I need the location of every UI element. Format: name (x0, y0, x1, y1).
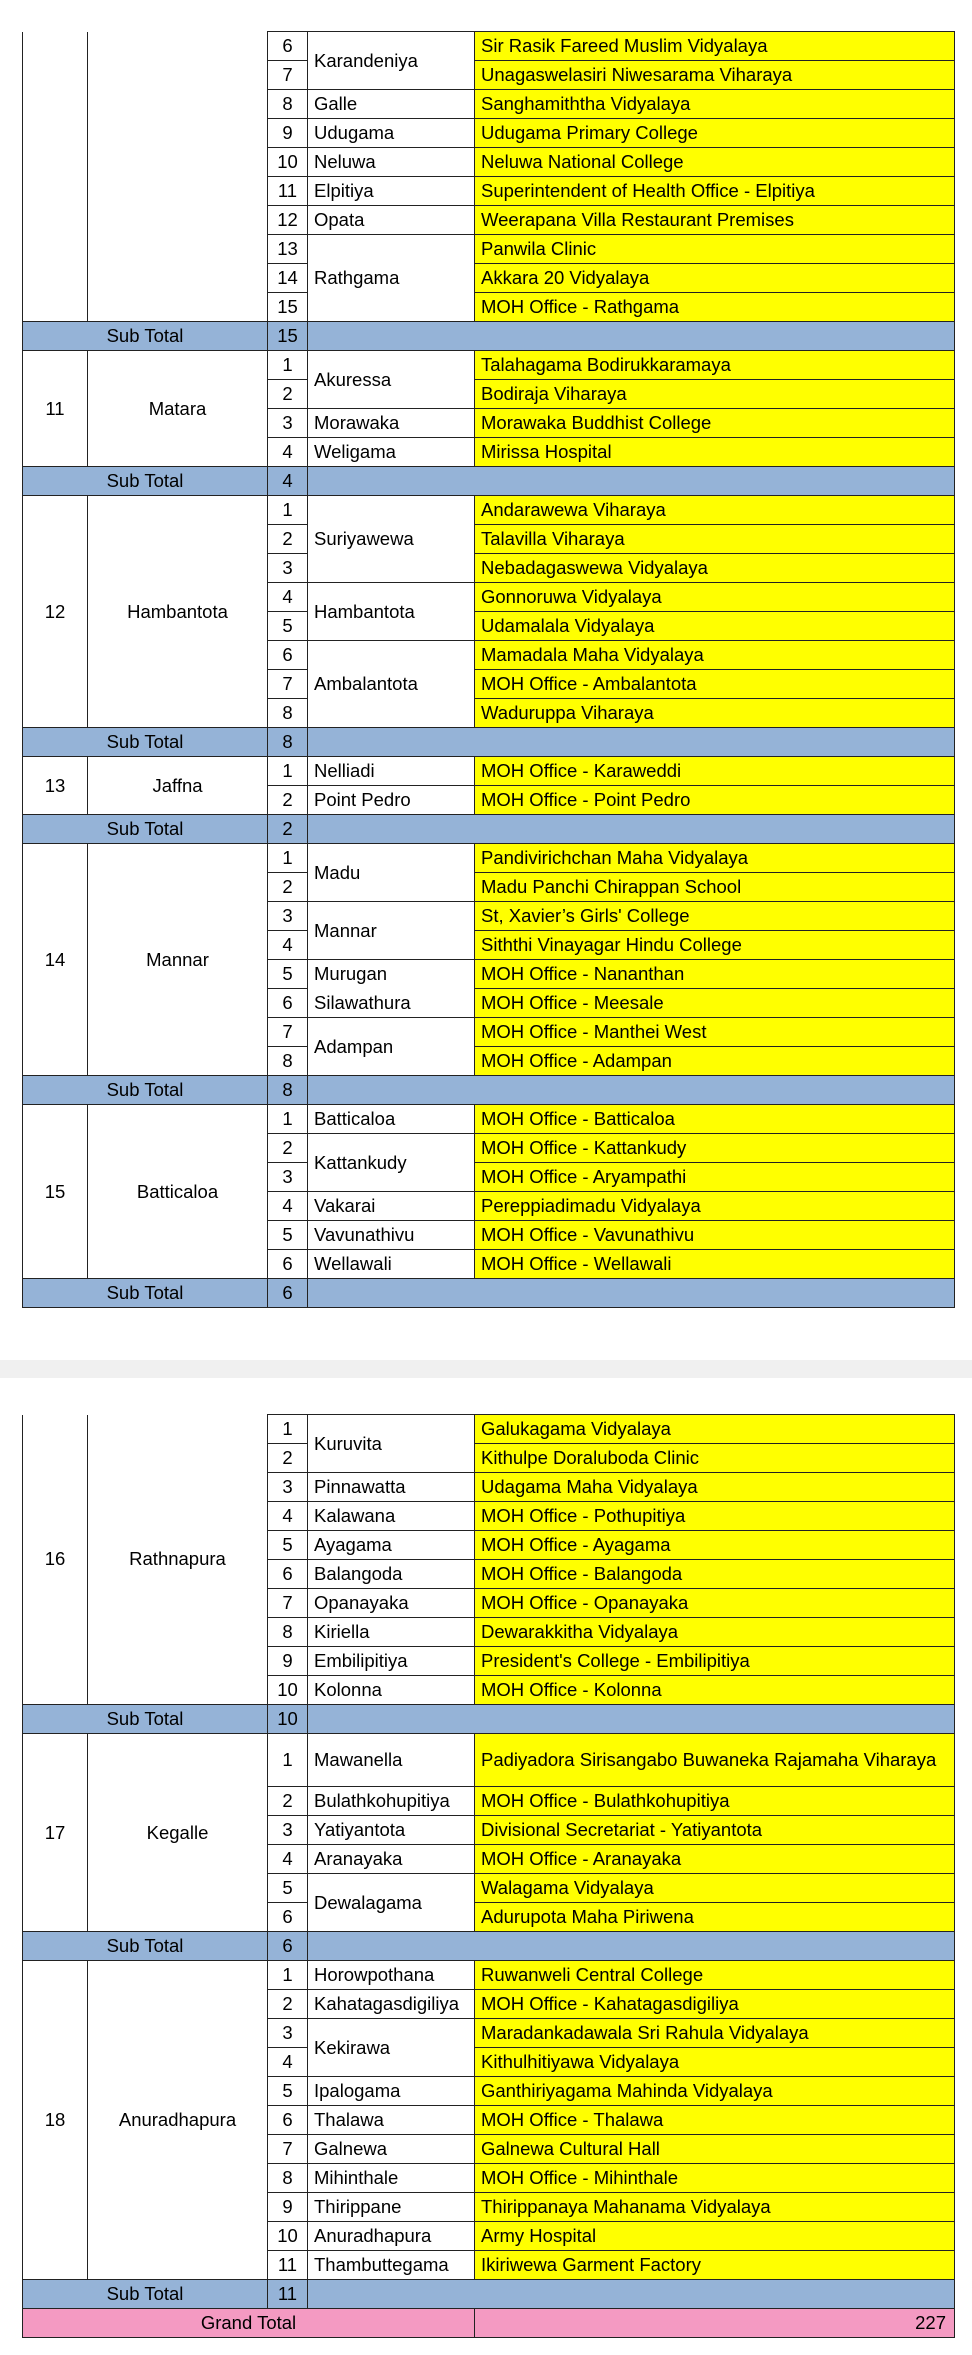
location-name: Talavilla Viharaya (475, 525, 955, 554)
location-name: MOH Office - Opanayaka (475, 1589, 955, 1618)
division-name: Mawanella (308, 1734, 475, 1787)
serial-number: 8 (268, 90, 308, 119)
serial-number: 13 (268, 235, 308, 264)
division-name: Thambuttegama (308, 2251, 475, 2280)
table-row (23, 844, 955, 873)
serial-number: 2 (268, 525, 308, 554)
division-name: Vavunathivu (308, 1221, 475, 1250)
division-name: Suriyawewa (308, 496, 475, 583)
serial-number: 8 (268, 2164, 308, 2193)
location-name: MOH Office - Ayagama (475, 1531, 955, 1560)
division-name: Kiriella (308, 1618, 475, 1647)
serial-number: 2 (268, 873, 308, 902)
location-name: MOH Office - Wellawali (475, 1250, 955, 1279)
subtotal-value: 10 (268, 1705, 308, 1734)
location-name: MOH Office - Ambalantota (475, 670, 955, 699)
location-name: Pandivirichchan Maha Vidyalaya (475, 844, 955, 873)
grand-total-label: Grand Total (23, 2309, 475, 2338)
serial-number: 7 (268, 2135, 308, 2164)
location-name: MOH Office - Bulathkohupitiya (475, 1787, 955, 1816)
serial-number: 2 (268, 1444, 308, 1473)
subtotal-row (23, 322, 955, 351)
division-name: Aranayaka (308, 1845, 475, 1874)
location-name: MOH Office - Mihinthale (475, 2164, 955, 2193)
serial-number: 5 (268, 1874, 308, 1903)
subtotal-label: Sub Total (23, 815, 268, 844)
division-name: Opanayaka (308, 1589, 475, 1618)
serial-number: 12 (268, 206, 308, 235)
location-name: Galukagama Vidyalaya (475, 1415, 955, 1444)
serial-number: 7 (268, 1589, 308, 1618)
district-name: Jaffna (88, 757, 268, 815)
serial-number: 7 (268, 670, 308, 699)
location-name: Udamalala Vidyalaya (475, 612, 955, 641)
location-name: Udugama Primary College (475, 119, 955, 148)
table-row (23, 1415, 955, 1444)
subtotal-value: 2 (268, 815, 308, 844)
subtotal-value: 15 (268, 322, 308, 351)
serial-number: 9 (268, 119, 308, 148)
serial-number: 6 (268, 1250, 308, 1279)
serial-number: 7 (268, 61, 308, 90)
serial-number: 2 (268, 1990, 308, 2019)
district-number: 14 (23, 844, 88, 1076)
serial-number: 5 (268, 612, 308, 641)
district-name: Kegalle (88, 1734, 268, 1932)
serial-number: 3 (268, 902, 308, 931)
subtotal-value: 8 (268, 728, 308, 757)
serial-number: 6 (268, 32, 308, 61)
serial-number: 9 (268, 1647, 308, 1676)
serial-number: 9 (268, 2193, 308, 2222)
serial-number: 1 (268, 496, 308, 525)
subtotal-value: 6 (268, 1932, 308, 1961)
location-name: Thirippanaya Mahanama Vidyalaya (475, 2193, 955, 2222)
serial-number: 1 (268, 844, 308, 873)
district-number-cell (23, 32, 88, 322)
serial-number: 4 (268, 1192, 308, 1221)
division-name: Nelliadi (308, 757, 475, 786)
table-row (23, 32, 955, 61)
serial-number: 8 (268, 699, 308, 728)
division-name: Mihinthale (308, 2164, 475, 2193)
subtotal-label: Sub Total (23, 2280, 268, 2309)
location-name: Kithulhitiyawa Vidyalaya (475, 2048, 955, 2077)
location-name: MOH Office - Karaweddi (475, 757, 955, 786)
division-name: Pinnawatta (308, 1473, 475, 1502)
division-name: Anuradhapura (308, 2222, 475, 2251)
location-name: Kithulpe Doraluboda Clinic (475, 1444, 955, 1473)
grand-total-row (23, 2309, 955, 2338)
subtotal-row (23, 728, 955, 757)
serial-number: 5 (268, 1531, 308, 1560)
division-name: Weligama (308, 438, 475, 467)
location-name: Waduruppa Viharaya (475, 699, 955, 728)
serial-number: 2 (268, 380, 308, 409)
serial-number: 3 (268, 1816, 308, 1845)
division-name: Ipalogama (308, 2077, 475, 2106)
subtotal-label: Sub Total (23, 467, 268, 496)
district-number: 11 (23, 351, 88, 467)
serial-number: 10 (268, 2222, 308, 2251)
location-name: Talahagama Bodirukkaramaya (475, 351, 955, 380)
subtotal-label: Sub Total (23, 322, 268, 351)
location-name: Army Hospital (475, 2222, 955, 2251)
serial-number: 5 (268, 1221, 308, 1250)
location-name: Neluwa National College (475, 148, 955, 177)
location-name: Galnewa Cultural Hall (475, 2135, 955, 2164)
district-number: 16 (23, 1415, 88, 1705)
serial-number: 2 (268, 786, 308, 815)
district-name: Anuradhapura (88, 1961, 268, 2280)
division-name: Elpitiya (308, 177, 475, 206)
subtotal-row (23, 467, 955, 496)
location-name: Divisional Secretariat - Yatiyantota (475, 1816, 955, 1845)
location-name: MOH Office - Meesale (475, 989, 955, 1018)
location-name: Sir Rasik Fareed Muslim Vidyalaya (475, 32, 955, 61)
subtotal-label: Sub Total (23, 1076, 268, 1105)
location-name: Sanghamiththa Vidyalaya (475, 90, 955, 119)
district-number: 13 (23, 757, 88, 815)
table-row (23, 1734, 955, 1787)
district-number: 17 (23, 1734, 88, 1932)
location-name: Siththi Vinayagar Hindu College (475, 931, 955, 960)
division-name: Murugan (308, 960, 475, 989)
location-name: President's College - Embilipitiya (475, 1647, 955, 1676)
location-name: Madu Panchi Chirappan School (475, 873, 955, 902)
district-name: Hambantota (88, 496, 268, 728)
division-name: Kahatagasdigiliya (308, 1990, 475, 2019)
serial-number: 8 (268, 1047, 308, 1076)
serial-number: 3 (268, 409, 308, 438)
division-name: Dewalagama (308, 1874, 475, 1932)
division-name: Morawaka (308, 409, 475, 438)
serial-number: 1 (268, 757, 308, 786)
location-name: Mamadala Maha Vidyalaya (475, 641, 955, 670)
vaccination-centres-table-page-1 (22, 31, 955, 1308)
location-name: Bodiraja Viharaya (475, 380, 955, 409)
subtotal-value: 4 (268, 467, 308, 496)
serial-number: 1 (268, 351, 308, 380)
serial-number: 14 (268, 264, 308, 293)
division-name: Silawathura (308, 989, 475, 1018)
serial-number: 8 (268, 1618, 308, 1647)
serial-number: 15 (268, 293, 308, 322)
serial-number: 5 (268, 2077, 308, 2106)
serial-number: 6 (268, 989, 308, 1018)
location-name: Gonnoruwa Vidyalaya (475, 583, 955, 612)
division-name: Point Pedro (308, 786, 475, 815)
subtotal-value: 11 (268, 2280, 308, 2309)
location-name: Padiyadora Sirisangabo Buwaneka Rajamaha Viharaya (475, 1734, 955, 1787)
vaccination-centres-table-page-2 (22, 1414, 955, 2338)
location-name: Mirissa Hospital (475, 438, 955, 467)
location-name: Udagama Maha Vidyalaya (475, 1473, 955, 1502)
serial-number: 6 (268, 1560, 308, 1589)
location-name: St, Xavier’s Girls' College (475, 902, 955, 931)
table-row (23, 496, 955, 525)
location-name: Panwila Clinic (475, 235, 955, 264)
grand-total-value: 227 (475, 2309, 955, 2338)
location-name: Nebadagaswewa Vidyalaya (475, 554, 955, 583)
table-row (23, 1105, 955, 1134)
page-break (0, 1360, 972, 1378)
subtotal-label: Sub Total (23, 1279, 268, 1308)
division-name: Kalawana (308, 1502, 475, 1531)
division-name: Udugama (308, 119, 475, 148)
serial-number: 4 (268, 1502, 308, 1531)
division-name: Embilipitiya (308, 1647, 475, 1676)
subtotal-row (23, 815, 955, 844)
serial-number: 6 (268, 1903, 308, 1932)
location-name: Akkara 20 Vidyalaya (475, 264, 955, 293)
district-number: 18 (23, 1961, 88, 2280)
division-name: Balangoda (308, 1560, 475, 1589)
serial-number: 10 (268, 1676, 308, 1705)
subtotal-value: 6 (268, 1279, 308, 1308)
division-name: Kuruvita (308, 1415, 475, 1473)
location-name: MOH Office - Adampan (475, 1047, 955, 1076)
serial-number: 6 (268, 641, 308, 670)
serial-number: 3 (268, 554, 308, 583)
division-name: Thirippane (308, 2193, 475, 2222)
division-name: Madu (308, 844, 475, 902)
location-name: MOH Office - Nananthan (475, 960, 955, 989)
division-name: Ambalantota (308, 641, 475, 728)
district-number: 15 (23, 1105, 88, 1279)
serial-number: 2 (268, 1787, 308, 1816)
serial-number: 3 (268, 1473, 308, 1502)
division-name: Opata (308, 206, 475, 235)
serial-number: 1 (268, 1105, 308, 1134)
subtotal-row (23, 1932, 955, 1961)
serial-number: 4 (268, 438, 308, 467)
serial-number: 3 (268, 2019, 308, 2048)
district-number: 12 (23, 496, 88, 728)
location-name: Maradankadawala Sri Rahula Vidyalaya (475, 2019, 955, 2048)
location-name: Unagaswelasiri Niwesarama Viharaya (475, 61, 955, 90)
serial-number: 1 (268, 1961, 308, 1990)
serial-number: 6 (268, 2106, 308, 2135)
subtotal-row (23, 1705, 955, 1734)
division-name: Galle (308, 90, 475, 119)
serial-number: 4 (268, 583, 308, 612)
division-name: Galnewa (308, 2135, 475, 2164)
serial-number: 11 (268, 2251, 308, 2280)
district-name: Batticaloa (88, 1105, 268, 1279)
location-name: Dewarakkitha Vidyalaya (475, 1618, 955, 1647)
location-name: MOH Office - Rathgama (475, 293, 955, 322)
serial-number: 1 (268, 1415, 308, 1444)
location-name: Morawaka Buddhist College (475, 409, 955, 438)
subtotal-label: Sub Total (23, 1932, 268, 1961)
division-name: Neluwa (308, 148, 475, 177)
location-name: MOH Office - Kahatagasdigiliya (475, 1990, 955, 2019)
serial-number: 7 (268, 1018, 308, 1047)
location-name: Ikiriwewa Garment Factory (475, 2251, 955, 2280)
division-name: Kattankudy (308, 1134, 475, 1192)
division-name: Thalawa (308, 2106, 475, 2135)
division-name: Yatiyantota (308, 1816, 475, 1845)
location-name: Weerapana Villa Restaurant Premises (475, 206, 955, 235)
serial-number: 4 (268, 1845, 308, 1874)
serial-number: 11 (268, 177, 308, 206)
location-name: MOH Office - Thalawa (475, 2106, 955, 2135)
division-name: Batticaloa (308, 1105, 475, 1134)
location-name: Andarawewa Viharaya (475, 496, 955, 525)
subtotal-row (23, 1076, 955, 1105)
location-name: Pereppiadimadu Vidyalaya (475, 1192, 955, 1221)
district-name: Rathnapura (88, 1415, 268, 1705)
location-name: MOH Office - Balangoda (475, 1560, 955, 1589)
subtotal-value: 8 (268, 1076, 308, 1105)
location-name: Adurupota Maha Piriwena (475, 1903, 955, 1932)
serial-number: 5 (268, 960, 308, 989)
subtotal-row (23, 1279, 955, 1308)
table-row (23, 1961, 955, 1990)
division-name: Mannar (308, 902, 475, 960)
subtotal-label: Sub Total (23, 1705, 268, 1734)
division-name: Horowpothana (308, 1961, 475, 1990)
location-name: MOH Office - Pothupitiya (475, 1502, 955, 1531)
division-name: Kolonna (308, 1676, 475, 1705)
serial-number: 4 (268, 2048, 308, 2077)
division-name: Vakarai (308, 1192, 475, 1221)
division-name: Karandeniya (308, 32, 475, 90)
location-name: MOH Office - Kolonna (475, 1676, 955, 1705)
division-name: Rathgama (308, 235, 475, 322)
location-name: MOH Office - Aryampathi (475, 1163, 955, 1192)
subtotal-row (23, 2280, 955, 2309)
district-name-cell (88, 32, 268, 322)
district-name: Matara (88, 351, 268, 467)
serial-number: 1 (268, 1734, 308, 1787)
table-row (23, 351, 955, 380)
location-name: MOH Office - Aranayaka (475, 1845, 955, 1874)
division-name: Kekirawa (308, 2019, 475, 2077)
serial-number: 2 (268, 1134, 308, 1163)
location-name: MOH Office - Batticaloa (475, 1105, 955, 1134)
serial-number: 4 (268, 931, 308, 960)
location-name: MOH Office - Kattankudy (475, 1134, 955, 1163)
location-name: MOH Office - Manthei West (475, 1018, 955, 1047)
division-name: Hambantota (308, 583, 475, 641)
division-name: Akuressa (308, 351, 475, 409)
location-name: Ganthiriyagama Mahinda Vidyalaya (475, 2077, 955, 2106)
location-name: MOH Office - Point Pedro (475, 786, 955, 815)
division-name: Adampan (308, 1018, 475, 1076)
subtotal-label: Sub Total (23, 728, 268, 757)
serial-number: 3 (268, 1163, 308, 1192)
division-name: Bulathkohupitiya (308, 1787, 475, 1816)
location-name: Ruwanweli Central College (475, 1961, 955, 1990)
location-name: Walagama Vidyalaya (475, 1874, 955, 1903)
location-name: Superintendent of Health Office - Elpitiya (475, 177, 955, 206)
location-name: MOH Office - Vavunathivu (475, 1221, 955, 1250)
division-name: Ayagama (308, 1531, 475, 1560)
district-name: Mannar (88, 844, 268, 1076)
serial-number: 10 (268, 148, 308, 177)
division-name: Wellawali (308, 1250, 475, 1279)
table-row (23, 757, 955, 786)
